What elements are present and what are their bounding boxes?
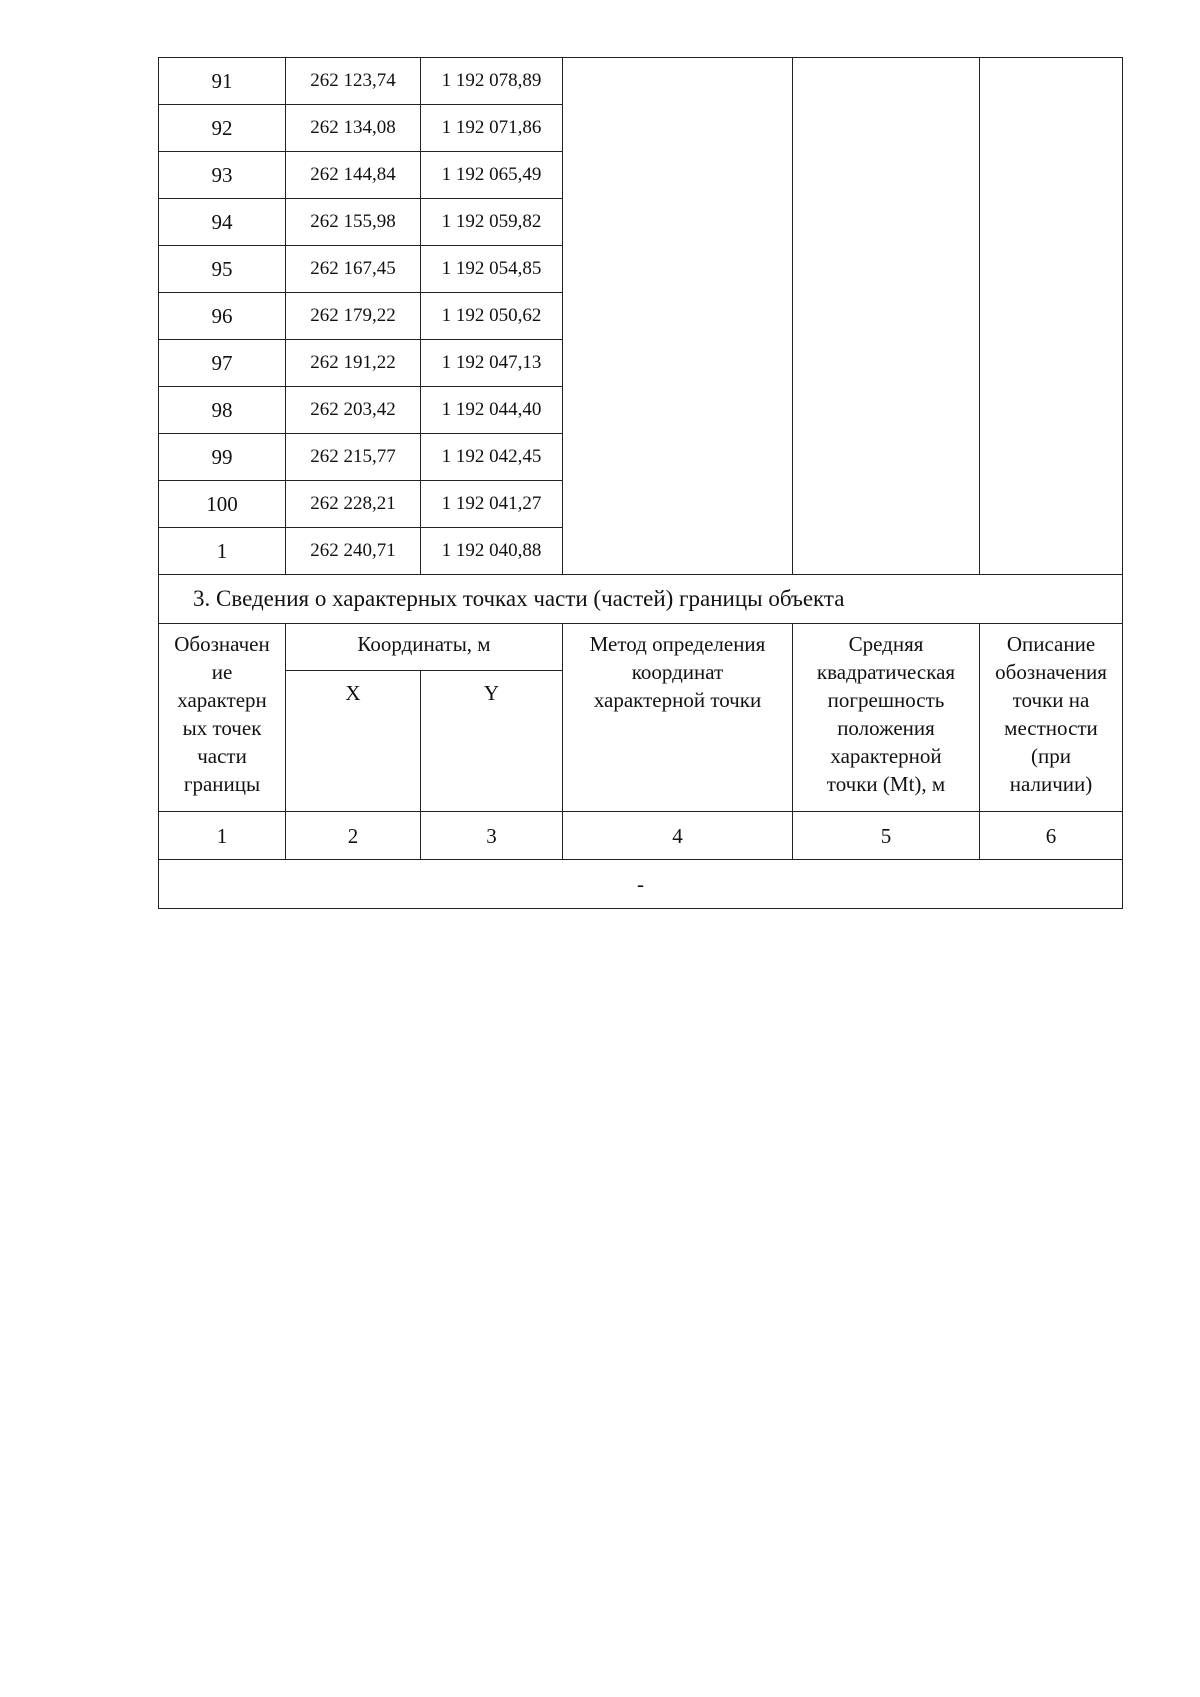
table-row <box>159 58 1123 105</box>
column-number-1: 1 <box>159 812 286 860</box>
point-y: 1 192 040,88 <box>421 528 563 575</box>
point-number: 96 <box>159 293 286 340</box>
point-number: 94 <box>159 199 286 246</box>
column-number-5: 5 <box>793 812 980 860</box>
header-line: точки (Mt), м <box>826 772 946 796</box>
point-y: 1 192 059,82 <box>421 199 563 246</box>
header-designation <box>159 624 286 812</box>
section-3-body <box>159 575 1123 909</box>
point-x: 262 191,22 <box>286 340 421 387</box>
column-number-2: 2 <box>286 812 421 860</box>
point-number: 99 <box>159 434 286 481</box>
point-y: 1 192 041,27 <box>421 481 563 528</box>
column-number-3: 3 <box>421 812 563 860</box>
point-y: 1 192 042,45 <box>421 434 563 481</box>
header-line: квадратическая <box>816 660 956 684</box>
header-description <box>980 624 1123 812</box>
point-x: 262 203,42 <box>286 387 421 434</box>
section-3-title: 3. Сведения о характерных точках части (частей) границы объекта <box>159 575 1123 624</box>
empty-column-4 <box>563 58 793 575</box>
point-number: 100 <box>159 481 286 528</box>
header-line: погрешность <box>827 688 945 712</box>
empty-value: - <box>159 860 1123 909</box>
header-line: характерной точки <box>593 688 762 712</box>
point-x: 262 167,45 <box>286 246 421 293</box>
point-number: 93 <box>159 152 286 199</box>
point-x: 262 123,74 <box>286 58 421 105</box>
header-line: местности <box>1004 716 1098 740</box>
header-line: наличии) <box>1009 772 1093 796</box>
header-line: (при <box>1031 744 1071 768</box>
header-line: границы <box>183 772 261 796</box>
header-x: X <box>286 671 421 812</box>
point-x: 262 179,22 <box>286 293 421 340</box>
point-y: 1 192 054,85 <box>421 246 563 293</box>
point-y: 1 192 071,86 <box>421 105 563 152</box>
header-line: ие <box>211 660 233 684</box>
column-numbers-row <box>159 812 1123 860</box>
point-x: 262 228,21 <box>286 481 421 528</box>
header-line: характерной <box>830 744 942 768</box>
coordinates-table <box>158 57 1123 909</box>
point-x: 262 240,71 <box>286 528 421 575</box>
points-table-body <box>159 58 1123 575</box>
header-line: Метод определения <box>589 632 766 656</box>
point-y: 1 192 044,40 <box>421 387 563 434</box>
header-line: координат <box>631 660 724 684</box>
header-method <box>563 624 793 812</box>
header-line: точки на <box>1012 688 1090 712</box>
point-number: 98 <box>159 387 286 434</box>
document-sheet <box>158 57 1122 909</box>
header-line: ых точек <box>182 716 262 740</box>
point-y: 1 192 050,62 <box>421 293 563 340</box>
header-line: Описание <box>1006 632 1096 656</box>
point-x: 262 155,98 <box>286 199 421 246</box>
header-line: Обозначен <box>174 632 270 656</box>
empty-column-5 <box>793 58 980 575</box>
header-line: положения <box>837 716 935 740</box>
point-x: 262 144,84 <box>286 152 421 199</box>
column-number-4: 4 <box>563 812 793 860</box>
point-x: 262 215,77 <box>286 434 421 481</box>
point-number: 97 <box>159 340 286 387</box>
header-line: обозначения <box>995 660 1107 684</box>
point-number: 95 <box>159 246 286 293</box>
column-number-6: 6 <box>980 812 1123 860</box>
point-y: 1 192 047,13 <box>421 340 563 387</box>
header-line: характерн <box>177 688 267 712</box>
point-number: 1 <box>159 528 286 575</box>
header-line: части <box>197 744 247 768</box>
point-x: 262 134,08 <box>286 105 421 152</box>
point-y: 1 192 065,49 <box>421 152 563 199</box>
empty-column-6 <box>980 58 1123 575</box>
point-number: 91 <box>159 58 286 105</box>
point-number: 92 <box>159 105 286 152</box>
header-accuracy <box>793 624 980 812</box>
header-line: Средняя <box>848 632 924 656</box>
header-y: Y <box>421 671 563 812</box>
point-y: 1 192 078,89 <box>421 58 563 105</box>
header-coordinates: Координаты, м <box>286 624 563 671</box>
empty-data-row <box>159 860 1123 909</box>
